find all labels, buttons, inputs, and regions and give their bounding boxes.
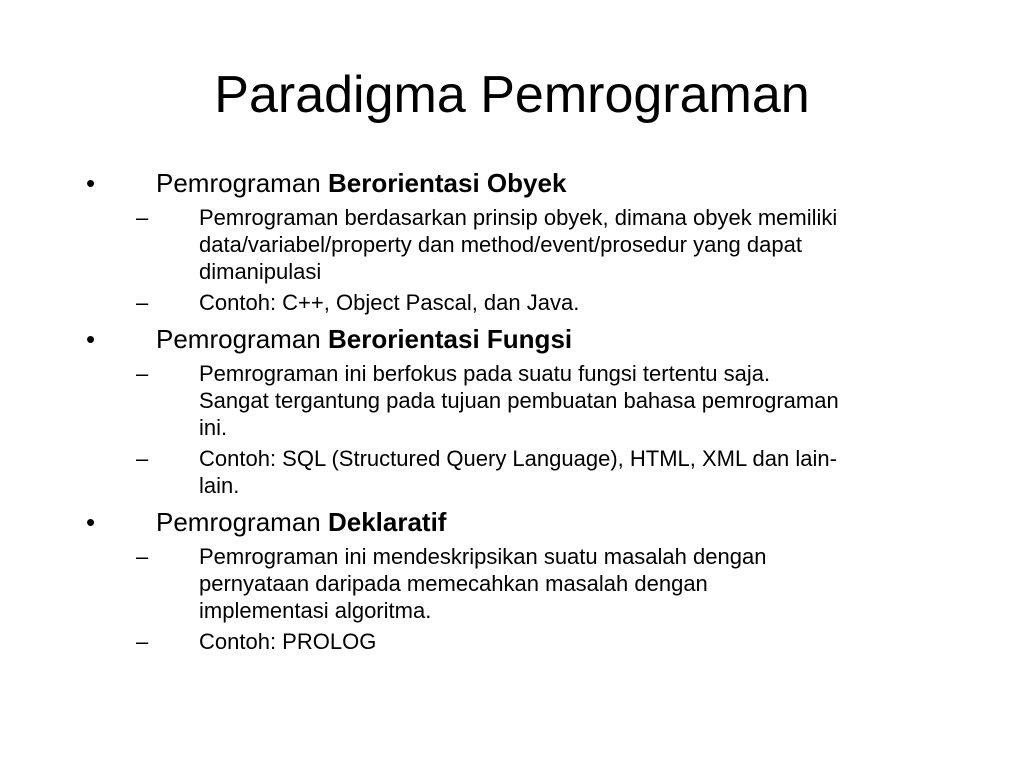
- sub-point-text: Pemrograman ini mendeskripsikan suatu masalah dengan pernyataan daripada memecahkan masalah dengan implementasi algoritma.: [199, 544, 767, 623]
- sub-point: [86, 628, 839, 655]
- sub-point: [86, 543, 839, 624]
- sub-point: [86, 360, 839, 441]
- bullet-oop: [86, 166, 946, 200]
- slide-title: Paradigma Pemrograman: [214, 66, 810, 124]
- sub-point-text: Pemrograman berdasarkan prinsip obyek, dimana obyek memiliki data/variabel/property dan method/event/prosedur yang dapat dimanipulasi: [199, 205, 838, 284]
- dash-icon: –: [136, 361, 149, 386]
- slide-content: [86, 160, 946, 655]
- sub-point: [86, 445, 839, 499]
- bullet-icon: •: [86, 507, 96, 537]
- sub-point-text: Contoh: C++, Object Pascal, dan Java.: [199, 290, 580, 315]
- dash-icon: –: [136, 544, 149, 569]
- bullet-prefix: Pemrograman: [156, 507, 328, 537]
- sub-point-text: Contoh: SQL (Structured Query Language), HTML, XML dan lain-lain.: [199, 446, 837, 498]
- sub-point: [86, 289, 839, 316]
- bullet-declarative: [86, 505, 946, 539]
- bullet-prefix: Pemrograman: [156, 324, 328, 354]
- bullet-emphasis: Berorientasi Obyek: [327, 168, 567, 198]
- bullet-icon: •: [86, 324, 96, 354]
- dash-icon: –: [136, 629, 149, 654]
- bullet-icon: •: [86, 168, 96, 198]
- sub-point: [86, 204, 839, 285]
- bullet-emphasis: Berorientasi Fungsi: [327, 324, 573, 354]
- dash-icon: –: [136, 205, 149, 230]
- sub-point-text: Pemrograman ini berfokus pada suatu fungsi tertentu saja. Sangat tergantung pada tujuan pembuatan bahasa pemrograman ini.: [199, 361, 839, 440]
- bullet-emphasis: Deklaratif: [327, 507, 447, 537]
- dash-icon: –: [136, 290, 149, 315]
- sub-point-text: Contoh: PROLOG: [199, 629, 377, 654]
- dash-icon: –: [136, 446, 149, 471]
- bullet-prefix: Pemrograman: [156, 168, 328, 198]
- bullet-functional: [86, 322, 946, 356]
